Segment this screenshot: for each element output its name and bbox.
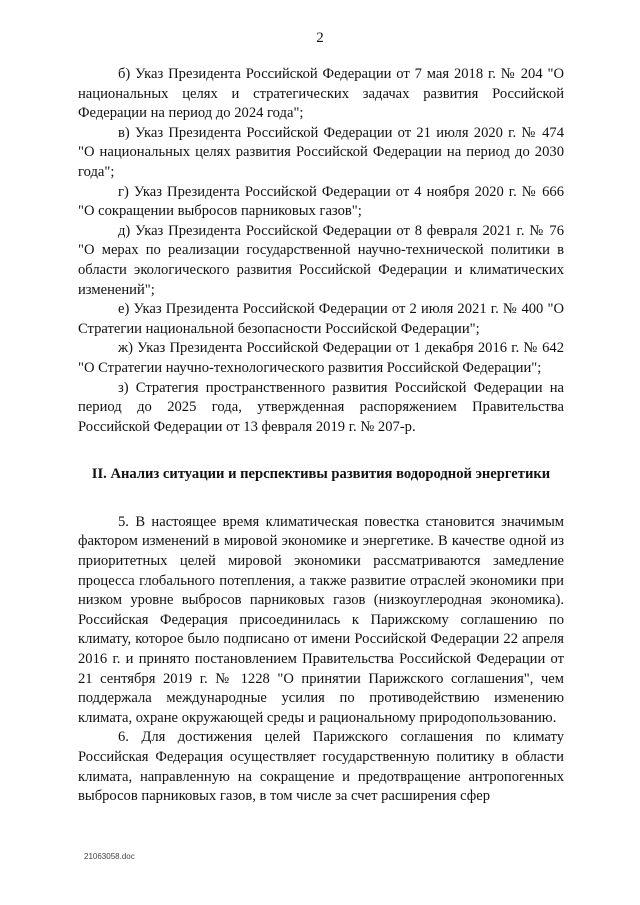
- paragraph: 6. Для достижения целей Парижского соглашения по климату Российская Федерация осуществляет государственную политику в области климата, направленную на сокращение и предотвращение антропогенных выбросов парниковых газов, в том числе за счет расширения сфер: [78, 729, 564, 805]
- file-code: 21063058.doc: [84, 852, 135, 861]
- list-item: г) Указ Президента Российской Федерации от 4 ноября 2020 г. № 666 "О сокращении выбросов парниковых газов";: [78, 183, 564, 220]
- page-number: 2: [316, 30, 324, 46]
- list-item: з) Стратегия пространственного развития Российской Федерации на период до 2025 года, утвержденная распоряжением Правительства Российской Федерации от 13 февраля 2019 г. № 207-р.: [78, 379, 564, 435]
- section-body: [78, 513, 564, 807]
- list-item: д) Указ Президента Российской Федерации от 8 февраля 2021 г. № 76 "О мерах по реализации государственной научно-технической политики в области экологического развития Российской Федерации и климатических изменений";: [78, 222, 564, 298]
- document-body: [78, 65, 564, 807]
- section-heading: II. Анализ ситуации и перспективы развития водородной энергетики: [91, 466, 551, 483]
- decree-list: [78, 65, 564, 437]
- list-item: е) Указ Президента Российской Федерации от 2 июля 2021 г. № 400 "О Стратегии национальной безопасности Российской Федерации";: [78, 301, 564, 337]
- list-item: ж) Указ Президента Российской Федерации от 1 декабря 2016 г. № 642 "О Стратегии научно-технологического развития Российской Федерации";: [78, 340, 564, 376]
- list-item: б) Указ Президента Российской Федерации от 7 мая 2018 г. № 204 "О национальных целях и стратегических задачах развития Российской Федерации на период до 2024 года";: [78, 66, 564, 122]
- paragraph: 5. В настоящее время климатическая повестка становится значимым фактором изменений в мировой экономике и энергетике. В качестве одной из приоритетных целей мировой экономики рассматриваются замедление процесса глобального потепления, а также развитие отраслей экономики при низком уровне выбросов парниковых газов (низкоуглеродная экономика). Российская Федерация присоединилась к Парижскому соглашению по климату, которое было подписано от имени Российской Федерации 22 апреля 2016 г. и принято постановлением Правительства Российской Федерации от 21 сентября 2019 г. № 1228 "О принятии Парижского соглашения", чем поддержала международные усилия по противодействию изменению климата, охране окружающей среды и рациональному природопользованию.: [78, 513, 564, 726]
- list-item: в) Указ Президента Российской Федерации от 21 июля 2020 г. № 474 "О национальных целях развития Российской Федерации на период до 2030 года";: [78, 124, 564, 180]
